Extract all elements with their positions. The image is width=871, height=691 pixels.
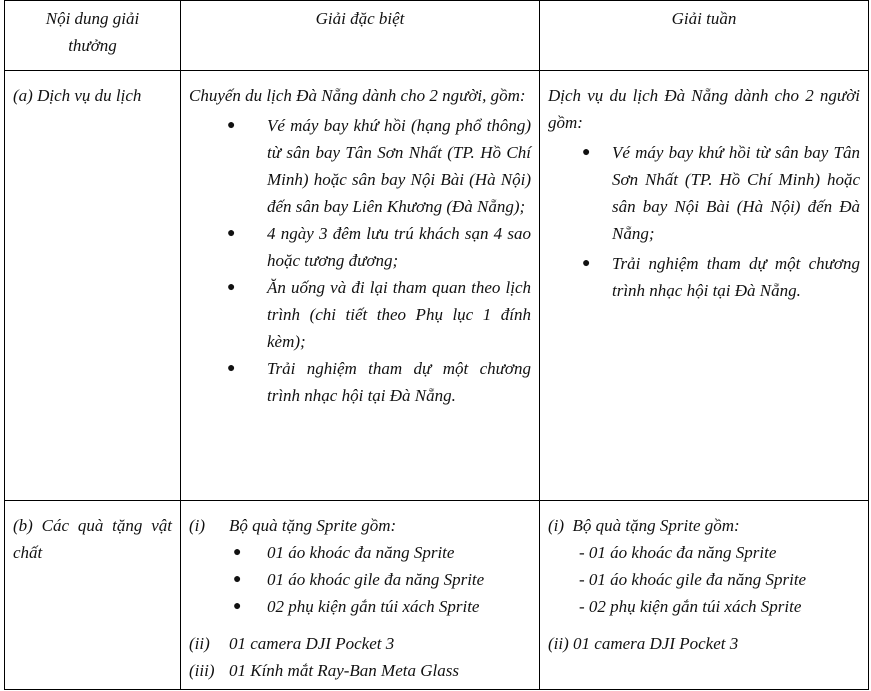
header-row: [5, 1, 869, 71]
special-camera-text: 01 camera DJI Pocket 3: [229, 634, 395, 653]
special-gift-set-marker: (i): [189, 516, 206, 535]
weekly-travel-list: [548, 139, 860, 304]
weekly-travel-intro: Dịch vụ du lịch Đà Nẵng dành cho 2 người gồm:: [548, 86, 860, 132]
list-item: ● Trải nghiệm tham dự một chương trình nhạc hội tại Đà Nẵng.: [189, 355, 531, 409]
special-gift-list: [189, 539, 531, 620]
list-item: ● Vé máy bay khứ hồi từ sân bay Tân Sơn Nhất (TP. Hồ Chí Minh) hoặc sân bay Nội Bài (Hà Nội) đến Đà Nẵng;: [548, 139, 860, 247]
list-item: ● 4 ngày 3 đêm lưu trú khách sạn 4 sao hoặc tương đương;: [189, 220, 531, 274]
travel-service-row: [5, 71, 869, 501]
special-travel-cell: [181, 71, 540, 501]
special-glasses-text: 01 Kính mắt Ray-Ban Meta Glass: [229, 661, 459, 680]
list-item: ● Vé máy bay khứ hồi (hạng phổ thông) từ sân bay Tân Sơn Nhất (TP. Hồ Chí Minh) hoặc sân bay Nội Bài (Hà Nội) đến sân bay Liên Khương (Đà Nẵng);: [189, 112, 531, 220]
prize-table: [4, 0, 869, 690]
weekly-gift-list: [548, 539, 860, 620]
physical-gifts-row: [5, 501, 869, 690]
header-weekly-prize: Giải tuần: [540, 1, 869, 71]
special-gift-set-title: Bộ quà tặng Sprite gồm:: [229, 516, 397, 535]
list-item: - 01 áo khoác gile đa năng Sprite: [579, 570, 807, 589]
special-glasses-marker: (iii): [189, 661, 215, 680]
special-gift-set-line: [189, 512, 531, 539]
header-content: Nội dung giải thưởng: [5, 1, 181, 71]
physical-gifts-label: (b) Các quà tặng vật chất: [13, 516, 172, 562]
weekly-gifts-cell: [540, 501, 869, 690]
weekly-gift-set-line: (i) Bộ quà tặng Sprite gồm:: [548, 516, 740, 535]
special-travel-list: [189, 112, 531, 409]
list-item: ● Ăn uống và đi lại tham quan theo lịch trình (chi tiết theo Phụ lục 1 đính kèm);: [189, 274, 531, 355]
special-travel-intro: Chuyến du lịch Đà Nẵng dành cho 2 người, gồm:: [189, 86, 526, 105]
travel-service-label: (a) Dịch vụ du lịch: [13, 86, 142, 105]
list-item: - 01 áo khoác đa năng Sprite: [579, 543, 777, 562]
list-item: ● 01 áo khoác gile đa năng Sprite: [189, 566, 531, 593]
travel-service-label-cell: [5, 71, 181, 501]
special-camera-line: [189, 630, 531, 657]
weekly-travel-cell: [540, 71, 869, 501]
physical-gifts-label-cell: [5, 501, 181, 690]
header-special-prize: Giải đặc biệt: [181, 1, 540, 71]
special-camera-marker: (ii): [189, 634, 210, 653]
list-item: ● 01 áo khoác đa năng Sprite: [189, 539, 531, 566]
list-item: ● Trải nghiệm tham dự một chương trình nhạc hội tại Đà Nẵng.: [548, 250, 860, 304]
special-glasses-line: [189, 657, 531, 684]
list-item: - 02 phụ kiện gắn túi xách Sprite: [579, 597, 802, 616]
list-item: ● 02 phụ kiện gắn túi xách Sprite: [189, 593, 531, 620]
weekly-camera-line: (ii) 01 camera DJI Pocket 3: [548, 634, 739, 653]
special-gifts-cell: [181, 501, 540, 690]
